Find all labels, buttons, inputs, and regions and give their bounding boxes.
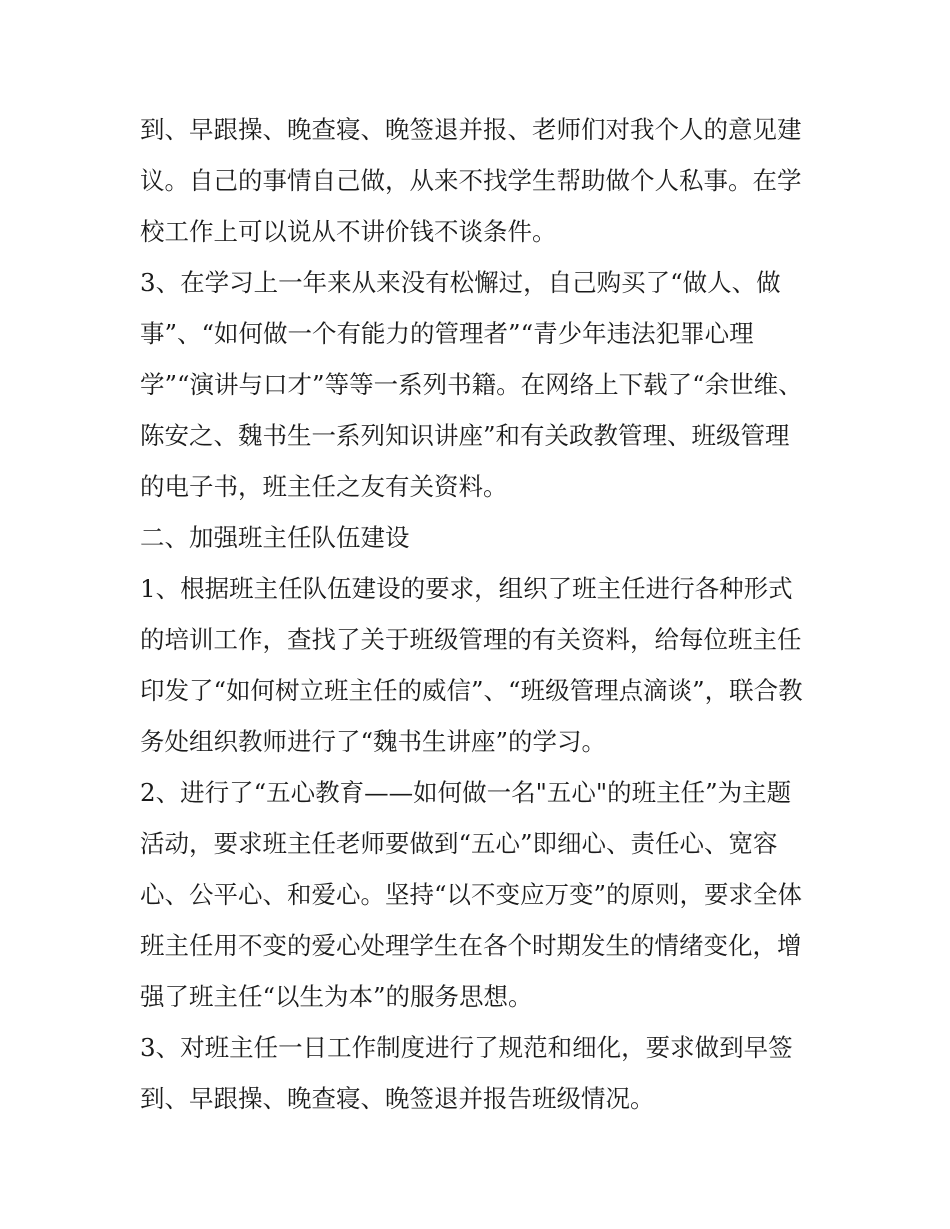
text-line: 2、进行了“五心教育——如何做一名"五心"的班主任”为主题	[140, 778, 792, 807]
text-line: 学”“演讲与口才”等等一系列书籍。在网络上下载了“余世维、	[140, 370, 803, 399]
text-line: 班主任用不变的爱心处理学生在各个时期发生的情绪变化，增	[140, 931, 802, 960]
text-line: 校工作上可以说从不讲价钱不谈条件。	[140, 217, 557, 246]
text-line: 议。自己的事情自己做，从来不找学生帮助做个人私事。在学	[140, 166, 802, 195]
text-line: 事”、“如何做一个有能力的管理者”“青少年违法犯罪心理	[140, 319, 754, 348]
text-line: 的培训工作，查找了关于班级管理的有关资料，给每位班主任	[140, 625, 802, 654]
document-body	[140, 104, 820, 1124]
text-line: 3、在学习上一年来从来没有松懈过，自己购买了“做人、做	[140, 268, 781, 297]
section-heading: 二、加强班主任队伍建设	[140, 523, 410, 552]
text-line: 印发了“如何树立班主任的威信”、“班级管理点滴谈”，联合教	[140, 676, 803, 705]
text-line: 的电子书，班主任之友有关资料。	[140, 472, 508, 501]
text-line: 强了班主任“以生为本”的服务思想。	[140, 982, 533, 1011]
text-line: 活动，要求班主任老师要做到“五心”即细心、责任心、宽容	[140, 829, 778, 858]
text-line: 1、根据班主任队伍建设的要求，组织了班主任进行各种形式	[140, 574, 793, 603]
text-line: 到、早跟操、晚查寝、晚签退并报告班级情况。	[140, 1084, 655, 1113]
text-line: 务处组织教师进行了“魏书生讲座”的学习。	[140, 727, 607, 756]
text-line: 心、公平心、和爱心。坚持“以不变应万变”的原则，要求全体	[140, 880, 803, 909]
text-line: 到、早跟操、晚查寝、晚签退并报、老师们对我个人的意见建	[140, 115, 802, 144]
text-line: 陈安之、魏书生一系列知识讲座”和有关政教管理、班级管理	[140, 421, 790, 450]
text-line: 3、对班主任一日工作制度进行了规范和细化，要求做到早签	[140, 1033, 793, 1062]
